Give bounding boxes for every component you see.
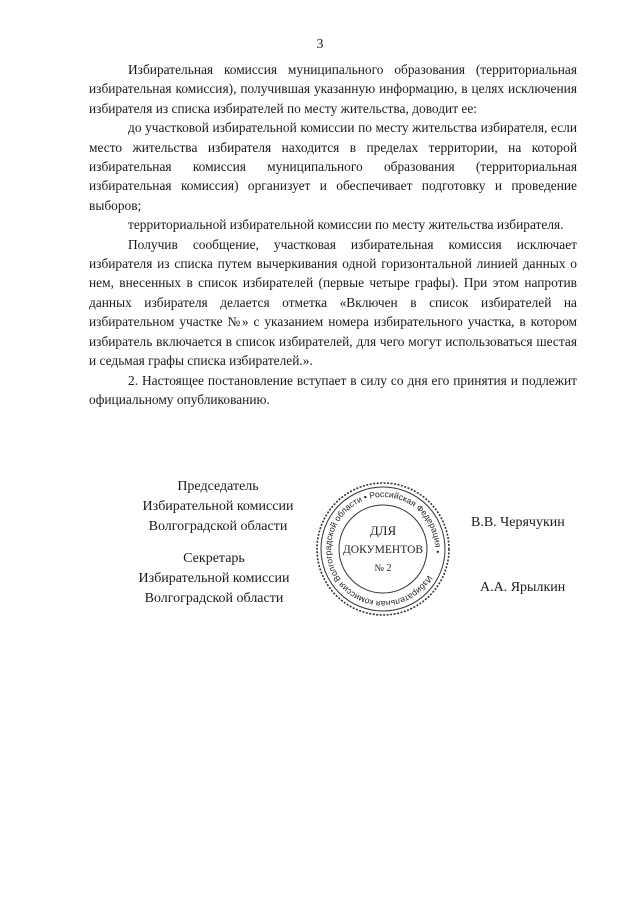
secretary-title-line: Секретарь xyxy=(183,551,245,566)
paragraph: Получив сообщение, участковая избирательная комиссия исключает избирателя из списка путем вычеркивания одной горизонтальной линией данных о нем, внесенных в список избирателей (первые четыре графы). При этом напротив данных избирателя делается отметка «Включен в список избирателей на избирательном участке №» с указанием номера избирательного участка, в котором избиратель включается в список избирателей, для чего могут использоваться шестая и седьмая графы списка избирателей.». xyxy=(89,236,577,369)
secretary-name: А.А. Ярылкин xyxy=(480,580,566,595)
chair-title-line: Избирательной комиссии xyxy=(142,499,294,514)
secretary-title-line: Избирательной комиссии xyxy=(138,571,290,586)
chair-title-line: Волгоградской области xyxy=(148,519,288,534)
stamp-center-line: ДЛЯ xyxy=(369,523,397,538)
paragraph: 2. Настоящее постановление вступает в силу со дня его принятия и подлежит официальному опубликованию. xyxy=(89,372,577,407)
chair-signature-title xyxy=(118,477,318,537)
official-stamp xyxy=(313,479,453,619)
paragraph: до участковой избирательной комиссии по месту жительства избирателя, если место жительства избирателя находится в пределах территории, на которой избирательная комиссия муниципального образования (территориальная избирательная комиссия) организует и обеспечивает подготовку и проведение выборов; xyxy=(89,120,577,213)
secretary-title-line: Волгоградской области xyxy=(144,591,284,606)
chair-name: В.В. Черячукин xyxy=(471,515,565,530)
stamp-center-line: № 2 xyxy=(374,563,392,574)
stamp-center-line: ДОКУМЕНТОВ xyxy=(342,544,424,556)
secretary-signature-title xyxy=(99,549,329,609)
stamp-ring-text: Избирательная комиссия Волгоградской области • Российская Федерация • xyxy=(322,488,444,610)
paragraph: территориальной избирательной комиссии по месту жительства избирателя. xyxy=(128,217,564,233)
page-number: 3 xyxy=(316,37,324,52)
paragraph: Избирательная комиссия муниципального образования (территориальная избирательная комиссия), получившая указанную информацию, в целях исключения избирателя из списка избирателей по месту жительства, доводит ее: xyxy=(89,62,577,116)
chair-title-line: Председатель xyxy=(177,479,259,494)
document-body xyxy=(89,60,577,409)
